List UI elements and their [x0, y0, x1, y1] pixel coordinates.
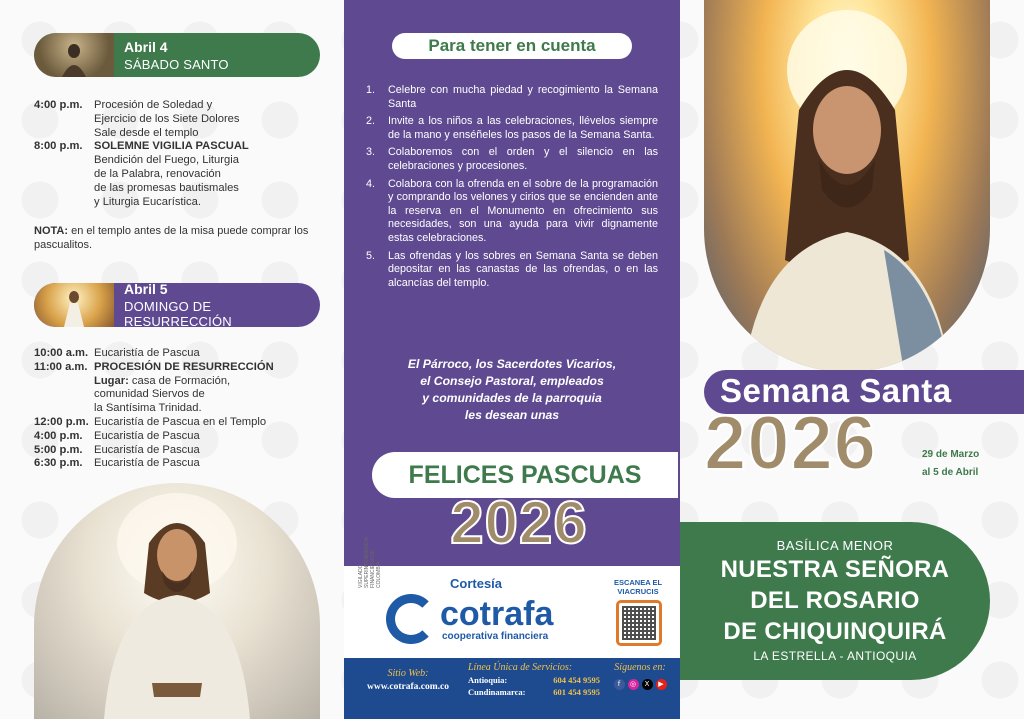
- phone-region: Cundinamarca:: [468, 687, 526, 697]
- schedule-line: comunidad Siervos de: [94, 388, 205, 401]
- schedule-desc: Eucaristía de Pascua: [94, 443, 200, 456]
- day-header-abril-5: [34, 283, 320, 327]
- youtube-icon[interactable]: ▶: [656, 679, 667, 690]
- list-text: Celebre con mucha piedad y recogimiento la Semana Santa: [388, 84, 658, 110]
- day-subtitle: SÁBADO SANTO: [124, 56, 229, 72]
- list-text: Colaboremos con el orden y el silencio en las celebraciones y procesiones.: [388, 146, 658, 172]
- phone-number[interactable]: 604 454 9595: [553, 675, 600, 685]
- list-item: [366, 84, 658, 111]
- schedule-event-title: PROCESIÓN DE RESURRECCIÓN: [94, 360, 274, 373]
- list-text: Invite a los niños a las celebraciones, llévelos siempre de la mano y enséñeles los pasos de la Semana Santa.: [388, 115, 658, 141]
- list-item: [366, 250, 658, 291]
- basilica-name-line: DE CHIQUINQUIRÁ: [723, 618, 947, 645]
- date-to: al 5 de Abril: [922, 467, 979, 478]
- schedule-abril-5: [34, 347, 274, 471]
- schedule-time: 5:00 p.m.: [34, 443, 83, 456]
- note-text: en el templo antes de la misa puede comprar los pascualitos.: [34, 225, 309, 251]
- brand-name: cotrafa: [440, 594, 554, 633]
- list-number: 3.: [366, 146, 376, 159]
- qr-label: ESCANEA EL VIACRUCIS: [613, 578, 663, 596]
- jesus-portrait-image: [704, 0, 990, 372]
- list-item: [366, 178, 658, 246]
- follow-label: Síguenos en:: [614, 662, 666, 673]
- schedule-line: de la Palabra, renovación: [94, 167, 221, 180]
- resurreccion-image: [34, 283, 114, 327]
- schedule-time: 4:00 p.m.: [34, 99, 83, 111]
- signature-line: les desean unas: [464, 408, 560, 422]
- signature-line: El Párroco, los Sacerdotes Vicarios,: [407, 357, 617, 371]
- lugar-label: Lugar:: [94, 374, 129, 387]
- day-title: Abril 4: [124, 38, 168, 55]
- schedule-time: 8:00 p.m.: [34, 140, 83, 153]
- sponsor-footer: [344, 658, 680, 719]
- basilica-subtitle: BASÍLICA MENOR: [776, 538, 894, 553]
- schedule-line: Ejercicio de los Siete Dolores: [94, 112, 240, 125]
- day-title: Abril 5: [124, 283, 168, 297]
- schedule-line: de las promesas bautismales: [94, 181, 239, 194]
- basilica-name-line: DEL ROSARIO: [750, 587, 920, 614]
- facebook-icon[interactable]: f: [614, 679, 625, 690]
- felices-pascuas-banner: FELICES PASCUAS: [372, 452, 678, 498]
- schedule-row: [34, 457, 274, 471]
- jesus-resurrection-image: [34, 483, 320, 719]
- schedule-desc: Eucaristía de Pascua en el Templo: [94, 415, 267, 428]
- list-number: 2.: [366, 115, 376, 128]
- qr-code-icon: [622, 606, 656, 640]
- day-header-abril-4: [34, 33, 320, 77]
- schedule-row: [34, 416, 274, 430]
- schedule-line: Sale desde el templo: [94, 126, 199, 139]
- schedule-row: [34, 361, 274, 416]
- day-subtitle: DOMINGO DE RESURRECCIÓN: [124, 299, 232, 327]
- signature-line: el Consejo Pastoral, empleados: [420, 374, 604, 388]
- vigilado-text: VIGILADO SUPERINTENDENCIA FINANCIERA DE COLOMBIA: [358, 537, 382, 588]
- cortesia-label: Cortesía: [450, 576, 503, 591]
- cotrafa-logo-icon: [386, 594, 436, 644]
- date-from: 29 de Marzo: [922, 449, 980, 460]
- date-range: [922, 446, 979, 482]
- left-panel: [0, 0, 344, 719]
- phone-region: Antioquia:: [468, 675, 508, 685]
- section-title: Para tener en cuenta: [392, 33, 632, 59]
- basilica-name-line: NUESTRA SEÑORA: [720, 556, 950, 583]
- schedule-abril-4: [34, 99, 249, 209]
- greeting-signature: [364, 356, 660, 424]
- sponsor-box: [344, 537, 680, 658]
- schedule-time: 4:00 p.m.: [34, 429, 83, 442]
- list-number: 4.: [366, 177, 376, 190]
- schedule-row: [34, 99, 249, 140]
- list-number: 5.: [366, 249, 376, 262]
- basilica-box: [680, 522, 990, 680]
- phone-number[interactable]: 601 454 9595: [553, 687, 600, 697]
- sabado-santo-image: [34, 33, 114, 77]
- list-text: Colabora con la ofrenda en el sobre de la programación y comprando los velones y cirios que se encienden ante la reserva en el Monumento en ofrecimiento sus necesidades, son una ayuda para vivir dignamente estas celebraciones.: [388, 177, 658, 244]
- schedule-desc: Eucaristía de Pascua: [94, 429, 200, 442]
- schedule-row: [34, 347, 274, 361]
- brand-subtitle: cooperativa financiera: [442, 630, 549, 642]
- list-item: [366, 115, 658, 142]
- service-line-label: Línea Única de Servicios:: [468, 662, 573, 673]
- schedule-event-title: SOLEMNE VIGILIA PASCUAL: [94, 140, 249, 153]
- schedule-desc: Eucaristía de Pascua: [94, 347, 200, 359]
- lugar-text: casa de Formación,: [128, 374, 231, 387]
- cotrafa-logo[interactable]: [386, 594, 553, 644]
- schedule-time: 6:30 p.m.: [34, 457, 83, 470]
- list-item: [366, 146, 658, 173]
- schedule-line: Procesión de Soledad y: [94, 99, 213, 111]
- website-label: Sitio Web:: [387, 668, 429, 679]
- viacrucis-qr-code[interactable]: [616, 600, 662, 646]
- website-link[interactable]: www.cotrafa.com.co: [366, 682, 450, 692]
- list-text: Las ofrendas y los sobres en Semana Santa se deben depositar en las canastas de las ofrendas, o en las alcancías del templo.: [388, 249, 658, 289]
- schedule-desc: Eucaristía de Pascua: [94, 457, 200, 470]
- schedule-time: 10:00 a.m.: [34, 347, 89, 359]
- main-title: Semana Santa: [720, 372, 952, 409]
- year-heading: 2026: [450, 489, 588, 556]
- recommendations-list: [366, 84, 658, 294]
- schedule-time: 12:00 p.m.: [34, 415, 89, 428]
- schedule-line: la Santísima Trinidad.: [94, 402, 202, 415]
- instagram-icon[interactable]: ◎: [628, 679, 639, 690]
- basilica-location: LA ESTRELLA - ANTIOQUIA: [753, 649, 917, 663]
- middle-panel: [344, 0, 680, 719]
- x-icon[interactable]: X: [642, 679, 653, 690]
- schedule-time: 11:00 a.m.: [34, 360, 88, 373]
- year-heading: 2026: [704, 401, 878, 486]
- schedule-line: y Liturgia Eucarística.: [94, 195, 201, 208]
- note-label: NOTA:: [34, 225, 69, 237]
- phone-line: [468, 675, 600, 685]
- phone-line: [468, 687, 600, 697]
- list-number: 1.: [366, 84, 376, 96]
- note: [34, 224, 326, 252]
- schedule-row: [34, 140, 249, 209]
- signature-line: y comunidades de la parroquia: [422, 391, 602, 405]
- schedule-row: [34, 430, 274, 444]
- right-panel: [680, 0, 1024, 719]
- schedule-line: Bendición del Fuego, Liturgia: [94, 154, 239, 167]
- schedule-row: [34, 444, 274, 458]
